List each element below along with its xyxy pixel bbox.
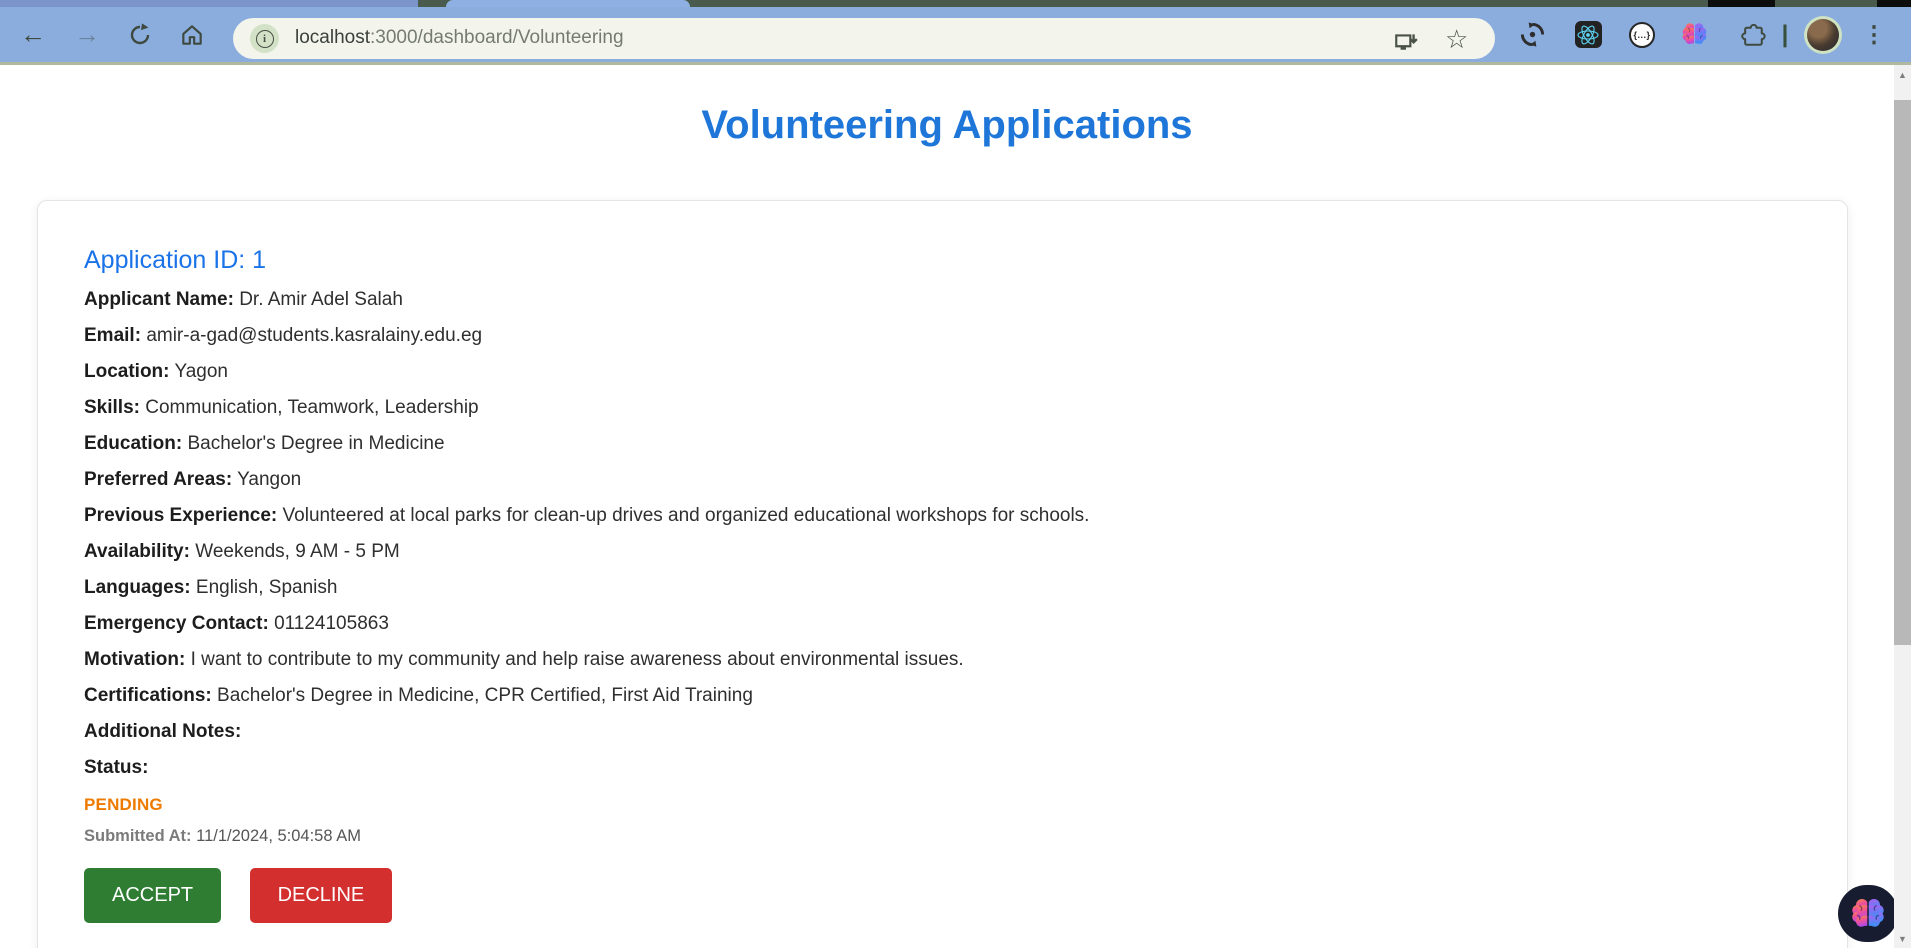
submitted-at-value: 11/1/2024, 5:04:58 AM	[196, 827, 361, 845]
url-path: :3000/dashboard/Volunteering	[370, 27, 624, 48]
field-value: 01124105863	[274, 613, 389, 634]
braces-extension-icon[interactable]	[1622, 14, 1662, 55]
forward-icon[interactable]: →	[74, 19, 100, 49]
browser-menu-icon[interactable]: ⋮	[1862, 21, 1886, 47]
bookmark-star-icon[interactable]: ☆	[1445, 24, 1469, 54]
braces-glyph: {...}	[1629, 22, 1655, 48]
field-label: Email:	[84, 325, 142, 346]
field-previous-experience	[84, 505, 1801, 527]
field-location	[84, 361, 1801, 383]
react-devtools-icon[interactable]	[1568, 14, 1608, 55]
scrollbar-down-icon[interactable]: ▼	[1898, 933, 1907, 944]
field-skills	[84, 397, 1801, 419]
field-value: Bachelor's Degree in Medicine, CPR Certified, First Aid Training	[217, 685, 753, 706]
reload-icon[interactable]	[118, 7, 162, 62]
field-availability	[84, 541, 1801, 563]
field-education	[84, 433, 1801, 455]
field-label: Additional Notes:	[84, 721, 242, 742]
application-id-heading: Application ID: 1	[84, 246, 267, 274]
field-motivation	[84, 649, 1801, 671]
field-label: Emergency Contact:	[84, 613, 269, 634]
field-value: Yagon	[174, 361, 228, 382]
field-label: Education:	[84, 433, 183, 454]
field-value: Bachelor's Degree in Medicine	[187, 433, 445, 454]
field-value: English, Spanish	[195, 577, 338, 598]
field-label: Certifications:	[84, 685, 212, 706]
profile-avatar[interactable]	[1801, 14, 1845, 55]
accept-button[interactable]: ACCEPT	[84, 868, 221, 923]
field-preferred-areas	[84, 469, 1801, 491]
page-scrollbar[interactable]	[1894, 65, 1911, 948]
home-icon[interactable]	[170, 7, 214, 62]
field-label: Previous Experience:	[84, 505, 278, 526]
decline-button[interactable]: DECLINE	[250, 868, 393, 923]
avatar-ring	[1804, 16, 1842, 54]
back-icon[interactable]: ←	[20, 19, 46, 49]
brain-floating-button[interactable]	[1838, 885, 1898, 942]
url-host: localhost	[295, 27, 370, 48]
field-value: Volunteered at local parks for clean-up drives and organized educational workshops for schools.	[282, 505, 1090, 526]
tab-strip	[0, 0, 1911, 7]
browser-toolbar	[0, 7, 1911, 62]
field-value: I want to contribute to my community and help raise awareness about environmental issues.	[190, 649, 964, 670]
submitted-at-label: Submitted At:	[84, 827, 192, 845]
field-label: Location:	[84, 361, 170, 382]
install-app-icon[interactable]	[1393, 30, 1419, 61]
sync-extension-icon[interactable]	[1512, 14, 1552, 55]
react-atom-icon	[1575, 21, 1602, 48]
field-label: Motivation:	[84, 649, 186, 670]
page-content	[0, 65, 1894, 948]
action-buttons-row	[84, 868, 1801, 923]
brain-extension-icon[interactable]	[1674, 14, 1714, 55]
submitted-at-row	[84, 827, 1801, 846]
tab-strip-dark-segment	[1877, 0, 1911, 7]
field-label: Status:	[84, 757, 149, 778]
field-languages	[84, 577, 1801, 599]
field-value: amir-a-gad@students.kasralainy.edu.eg	[146, 325, 483, 346]
field-emergency-contact	[84, 613, 1801, 635]
avatar-photo	[1807, 19, 1839, 51]
field-additional-notes	[84, 721, 1801, 743]
field-label: Skills:	[84, 397, 140, 418]
url-text[interactable]	[295, 27, 624, 49]
site-info-icon[interactable]	[250, 24, 279, 53]
field-value: Yangon	[237, 469, 302, 490]
field-label: Applicant Name:	[84, 289, 234, 310]
tab-strip-left-area	[0, 0, 418, 7]
extensions-puzzle-icon[interactable]	[1732, 14, 1772, 55]
active-tab[interactable]	[446, 0, 690, 7]
scrollbar-up-icon[interactable]: ▲	[1898, 69, 1907, 80]
field-value: Dr. Amir Adel Salah	[239, 289, 403, 310]
field-value: Weekends, 9 AM - 5 PM	[195, 541, 400, 562]
field-applicant-name	[84, 289, 1801, 311]
field-label: Preferred Areas:	[84, 469, 233, 490]
toolbar-separator: |	[1781, 20, 1789, 48]
scrollbar-thumb[interactable]	[1894, 100, 1911, 645]
page-title: Volunteering Applications	[701, 103, 1193, 147]
address-bar[interactable]	[233, 18, 1495, 59]
application-card	[37, 200, 1848, 948]
status-badge: PENDING	[84, 795, 163, 814]
info-glyph: i	[256, 30, 274, 48]
field-status	[84, 757, 1801, 779]
field-certifications	[84, 685, 1801, 707]
field-label: Languages:	[84, 577, 191, 598]
tab-strip-dark-segment	[1708, 0, 1775, 7]
field-value: Communication, Teamwork, Leadership	[145, 397, 479, 418]
field-label: Availability:	[84, 541, 190, 562]
field-email	[84, 325, 1801, 347]
